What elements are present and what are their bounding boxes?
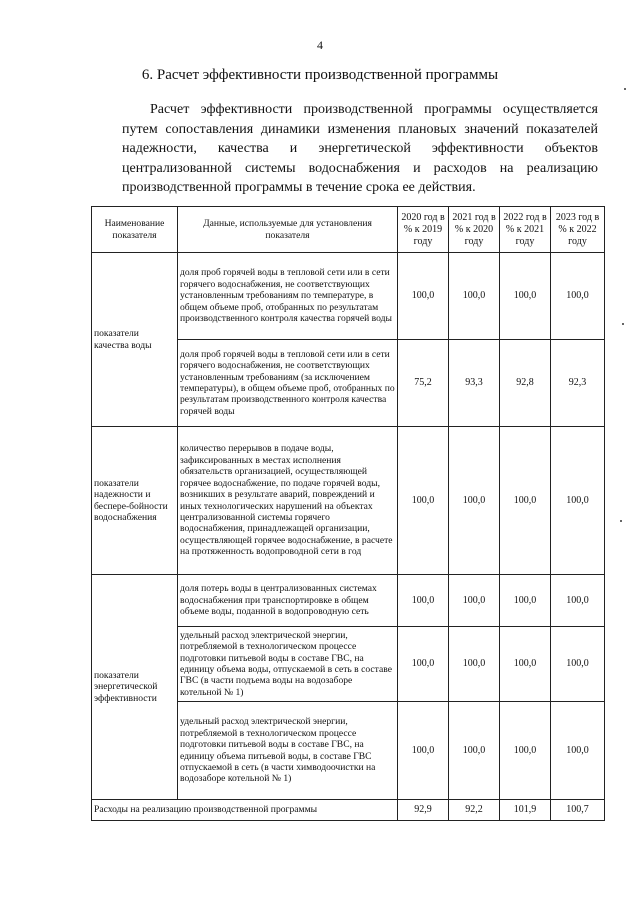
scan-speck bbox=[620, 520, 622, 522]
value-cell: 101,9 bbox=[500, 800, 551, 821]
value-cell: 100,0 bbox=[398, 702, 449, 800]
header-year: 2020 год в % к 2019 году bbox=[398, 207, 449, 253]
value-cell: 100,0 bbox=[449, 702, 500, 800]
row-description: доля проб горячей воды в тепловой сети или в сети горячего водоснабжения, не соответствующих установленным требованиям по температуре, в общем объеме проб, отобранных по результатам производственного контроля качества горячей воды bbox=[178, 253, 398, 340]
value-cell: 92,2 bbox=[449, 800, 500, 821]
table-row bbox=[92, 575, 605, 627]
value-cell: 100,0 bbox=[398, 427, 449, 575]
row-description: удельный расход электрической энергии, потребляемой в технологическом процессе подготовки питьевой воды в составе ГВС, на единицу объема воды, отпускаемой в сеть в составе ГВС (в части подъема воды на водозаборе котельной № 1) bbox=[178, 627, 398, 702]
value-cell: 100,0 bbox=[551, 702, 605, 800]
row-description: количество перерывов в подаче воды, зафиксированных в местах исполнения обязательств организацией, осуществляющей горячее водоснабжение, по подаче горячей воды, возникших в результате аварий, повреждений и иных технологических нарушений на объектах централизованной системы горячего водоснабжения, принадлежащей организации, осуществляющей горячее водоснабжение, в расчете на протяженность водопроводной сети в год bbox=[178, 427, 398, 575]
row-description: удельный расход электрической энергии, потребляемой в технологическом процессе подготовки питьевой воды в составе ГВС, на единицу объема питьевой воды, в составе ГВС отпускаемой в сеть (в части химводоочистки на водозаборе котельной № 1) bbox=[178, 702, 398, 800]
value-cell: 100,0 bbox=[500, 627, 551, 702]
section-title: 6. Расчет эффективности производственной программы bbox=[141, 67, 499, 83]
value-cell: 100,0 bbox=[398, 253, 449, 340]
value-cell: 100,0 bbox=[500, 427, 551, 575]
value-cell: 100,0 bbox=[449, 627, 500, 702]
efficiency-table bbox=[91, 206, 605, 821]
indicator-name: показатели надежности и беспере-бойности водоснабжения bbox=[92, 427, 178, 575]
value-cell: 100,0 bbox=[449, 575, 500, 627]
value-cell: 92,8 bbox=[500, 340, 551, 427]
row-description: доля потерь воды в централизованных системах водоснабжения при транспортировке в общем объеме воды, поданной в водопроводную сеть bbox=[178, 575, 398, 627]
indicator-name: показатели качества воды bbox=[92, 253, 178, 427]
scan-speck bbox=[622, 323, 624, 325]
value-cell: 92,3 bbox=[551, 340, 605, 427]
value-cell: 100,0 bbox=[449, 253, 500, 340]
value-cell: 100,0 bbox=[398, 627, 449, 702]
value-cell: 75,2 bbox=[398, 340, 449, 427]
value-cell: 100,0 bbox=[500, 253, 551, 340]
value-cell: 100,0 bbox=[449, 427, 500, 575]
value-cell: 100,7 bbox=[551, 800, 605, 821]
value-cell: 100,0 bbox=[398, 575, 449, 627]
header-year: 2021 год в % к 2020 году bbox=[449, 207, 500, 253]
value-cell: 100,0 bbox=[500, 702, 551, 800]
table-row bbox=[92, 253, 605, 340]
table-footer-row bbox=[92, 800, 605, 821]
expenses-label: Расходы на реализацию производственной программы bbox=[92, 800, 398, 821]
header-data: Данные, используемые для установления показателя bbox=[178, 207, 398, 253]
intro-paragraph bbox=[122, 100, 598, 198]
intro-text: Расчет эффективности производственной программы осуществляется путем сопоставления динамики изменения плановых значений показателей надежности, качества и энергетической эффективности объектов централизованной системы водоснабжения и расходов на реализацию производственной программы в течение срока ее действия. bbox=[122, 102, 598, 195]
row-description: доля проб горячей воды в тепловой сети или в сети горячего водоснабжения, не соответствующих установленным требованиям (за исключением температуры), в общем объеме проб, отобранных по результатам производственного контроля качества горячей воды bbox=[178, 340, 398, 427]
header-indicator: Наименование показателя bbox=[92, 207, 178, 253]
header-year: 2023 год в % к 2022 году bbox=[551, 207, 605, 253]
value-cell: 92,9 bbox=[398, 800, 449, 821]
value-cell: 100,0 bbox=[551, 253, 605, 340]
indicator-name: показатели энергетической эффективности bbox=[92, 575, 178, 800]
header-year: 2022 год в % к 2021 году bbox=[500, 207, 551, 253]
value-cell: 100,0 bbox=[551, 575, 605, 627]
table-header-row bbox=[92, 207, 605, 253]
value-cell: 93,3 bbox=[449, 340, 500, 427]
page-number: 4 bbox=[317, 38, 323, 52]
table-row bbox=[92, 427, 605, 575]
value-cell: 100,0 bbox=[551, 627, 605, 702]
scan-speck bbox=[624, 88, 626, 90]
value-cell: 100,0 bbox=[551, 427, 605, 575]
value-cell: 100,0 bbox=[500, 575, 551, 627]
